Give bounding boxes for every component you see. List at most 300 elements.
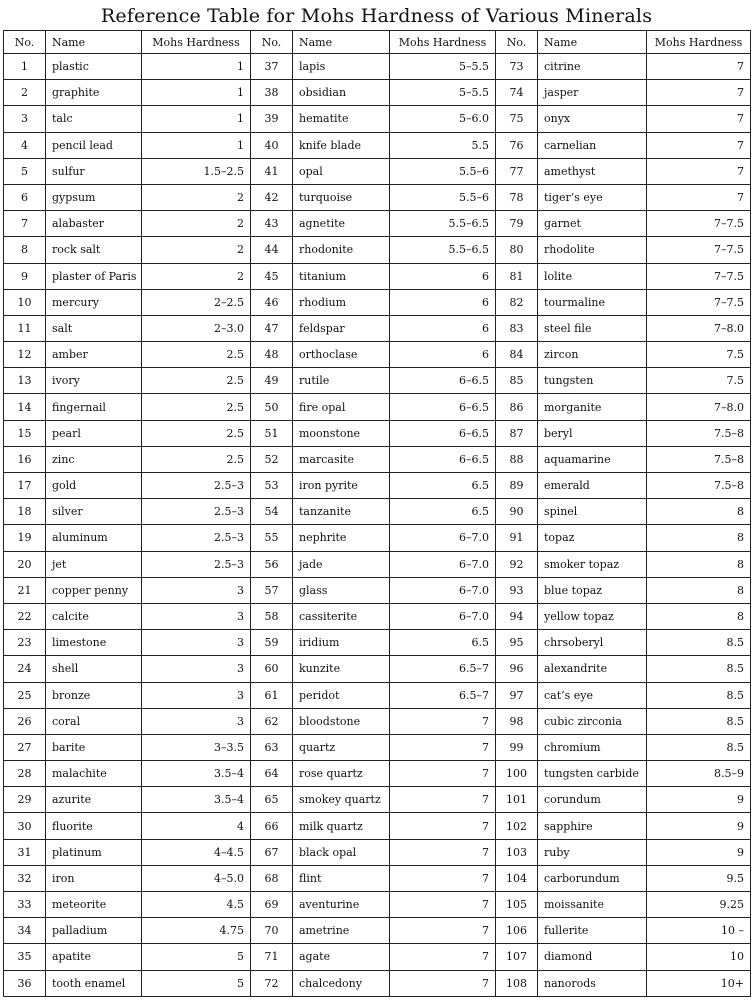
mineral-number: 97	[496, 682, 538, 708]
mineral-hardness: 6–7.0	[390, 577, 496, 603]
mineral-number: 43	[251, 211, 293, 237]
mineral-number: 104	[496, 865, 538, 891]
mineral-number: 11	[4, 315, 46, 341]
mineral-number: 54	[251, 499, 293, 525]
mineral-number: 33	[4, 892, 46, 918]
mineral-name: jasper	[538, 80, 647, 106]
mineral-hardness: 8.5	[647, 630, 751, 656]
mineral-hardness: 7–7.5	[647, 237, 751, 263]
mineral-number: 51	[251, 420, 293, 446]
mineral-name: carnelian	[538, 132, 647, 158]
mineral-hardness: 3	[142, 577, 251, 603]
mineral-name: steel file	[538, 315, 647, 341]
mineral-number: 29	[4, 787, 46, 813]
mineral-number: 49	[251, 368, 293, 394]
mineral-number: 2	[4, 80, 46, 106]
mineral-name: amethyst	[538, 158, 647, 184]
header-no: No.	[496, 31, 538, 54]
mineral-hardness: 7	[390, 734, 496, 760]
mineral-name: palladium	[46, 918, 142, 944]
mineral-number: 72	[251, 970, 293, 996]
mineral-number: 57	[251, 577, 293, 603]
mineral-name: tiger’s eye	[538, 184, 647, 210]
mineral-number: 93	[496, 577, 538, 603]
table-row	[4, 420, 751, 446]
mineral-name: knife blade	[293, 132, 390, 158]
mineral-number: 74	[496, 80, 538, 106]
mineral-name: glass	[293, 577, 390, 603]
table-body	[4, 54, 751, 997]
mineral-name: carborundum	[538, 865, 647, 891]
mineral-name: topaz	[538, 525, 647, 551]
mineral-number: 7	[4, 211, 46, 237]
mineral-number: 64	[251, 761, 293, 787]
mineral-number: 6	[4, 184, 46, 210]
mineral-hardness: 7	[390, 761, 496, 787]
mineral-hardness: 9	[647, 787, 751, 813]
mineral-name: graphite	[46, 80, 142, 106]
header-name: Name	[538, 31, 647, 54]
mineral-name: kunzite	[293, 656, 390, 682]
mineral-hardness: 6.5	[390, 499, 496, 525]
mineral-number: 36	[4, 970, 46, 996]
mineral-name: marcasite	[293, 446, 390, 472]
mineral-name: feldspar	[293, 315, 390, 341]
mineral-hardness: 2	[142, 184, 251, 210]
table-row	[4, 682, 751, 708]
mineral-hardness: 6–6.5	[390, 420, 496, 446]
mineral-number: 56	[251, 551, 293, 577]
mineral-hardness: 6–7.0	[390, 551, 496, 577]
mineral-hardness: 7.5–8	[647, 420, 751, 446]
mineral-number: 87	[496, 420, 538, 446]
mineral-number: 78	[496, 184, 538, 210]
mineral-hardness: 3	[142, 656, 251, 682]
mineral-number: 65	[251, 787, 293, 813]
mineral-hardness: 2	[142, 237, 251, 263]
mineral-number: 73	[496, 54, 538, 80]
mineral-name: aquamarine	[538, 446, 647, 472]
table-row	[4, 839, 751, 865]
mineral-hardness: 8	[647, 577, 751, 603]
mineral-number: 98	[496, 708, 538, 734]
mineral-hardness: 7	[390, 970, 496, 996]
mineral-name: salt	[46, 315, 142, 341]
mineral-name: sapphire	[538, 813, 647, 839]
mineral-name: cat’s eye	[538, 682, 647, 708]
mineral-hardness: 7	[647, 80, 751, 106]
mineral-name: zircon	[538, 342, 647, 368]
mineral-name: shell	[46, 656, 142, 682]
mineral-number: 77	[496, 158, 538, 184]
mineral-name: rock salt	[46, 237, 142, 263]
mineral-hardness: 3.5–4	[142, 787, 251, 813]
mineral-name: barite	[46, 734, 142, 760]
table-row	[4, 368, 751, 394]
mineral-number: 10	[4, 289, 46, 315]
mineral-name: agate	[293, 944, 390, 970]
mineral-hardness: 5.5	[390, 132, 496, 158]
mineral-hardness: 6.5–7	[390, 656, 496, 682]
mineral-hardness: 8	[647, 525, 751, 551]
mineral-hardness: 3–3.5	[142, 734, 251, 760]
header-name: Name	[46, 31, 142, 54]
mineral-name: rhodonite	[293, 237, 390, 263]
mineral-hardness: 8.5	[647, 656, 751, 682]
table-row	[4, 865, 751, 891]
mineral-hardness: 7	[647, 54, 751, 80]
table-row	[4, 315, 751, 341]
mineral-hardness: 10+	[647, 970, 751, 996]
mineral-name: alabaster	[46, 211, 142, 237]
mineral-hardness: 4.5	[142, 892, 251, 918]
mineral-name: amber	[46, 342, 142, 368]
mineral-number: 55	[251, 525, 293, 551]
mineral-name: yellow topaz	[538, 603, 647, 629]
mineral-name: orthoclase	[293, 342, 390, 368]
mineral-number: 62	[251, 708, 293, 734]
mineral-hardness: 2.5	[142, 420, 251, 446]
mineral-name: chrsoberyl	[538, 630, 647, 656]
table-row	[4, 132, 751, 158]
mineral-number: 75	[496, 106, 538, 132]
table-row	[4, 211, 751, 237]
mineral-name: iron pyrite	[293, 473, 390, 499]
mineral-number: 53	[251, 473, 293, 499]
table-row	[4, 80, 751, 106]
mineral-number: 20	[4, 551, 46, 577]
header-row	[4, 31, 751, 54]
mineral-hardness: 2.5–3	[142, 551, 251, 577]
mineral-hardness: 7	[647, 106, 751, 132]
table-row	[4, 263, 751, 289]
mineral-number: 8	[4, 237, 46, 263]
mineral-number: 61	[251, 682, 293, 708]
mineral-number: 107	[496, 944, 538, 970]
mineral-name: fullerite	[538, 918, 647, 944]
mineral-number: 88	[496, 446, 538, 472]
mineral-name: obsidian	[293, 80, 390, 106]
mineral-name: lapis	[293, 54, 390, 80]
mineral-number: 31	[4, 839, 46, 865]
mineral-number: 84	[496, 342, 538, 368]
mineral-hardness: 6	[390, 315, 496, 341]
mineral-number: 16	[4, 446, 46, 472]
mineral-number: 14	[4, 394, 46, 420]
mineral-hardness: 3	[142, 630, 251, 656]
mineral-hardness: 2.5–3	[142, 499, 251, 525]
mineral-hardness: 4	[142, 813, 251, 839]
mineral-hardness: 7	[390, 865, 496, 891]
mineral-hardness: 2.5	[142, 446, 251, 472]
mineral-number: 47	[251, 315, 293, 341]
mineral-hardness: 7	[647, 184, 751, 210]
mineral-number: 89	[496, 473, 538, 499]
table-row	[4, 184, 751, 210]
mineral-number: 80	[496, 237, 538, 263]
mineral-name: aluminum	[46, 525, 142, 551]
table-row	[4, 237, 751, 263]
mineral-hardness: 5.5–6.5	[390, 237, 496, 263]
mineral-hardness: 7–8.0	[647, 394, 751, 420]
mineral-number: 63	[251, 734, 293, 760]
mineral-number: 100	[496, 761, 538, 787]
mineral-number: 9	[4, 263, 46, 289]
mineral-number: 38	[251, 80, 293, 106]
mohs-hardness-table	[3, 30, 751, 997]
mineral-number: 106	[496, 918, 538, 944]
mineral-hardness: 5.5–6.5	[390, 211, 496, 237]
mineral-number: 5	[4, 158, 46, 184]
mineral-name: nanorods	[538, 970, 647, 996]
table-row	[4, 473, 751, 499]
mineral-number: 102	[496, 813, 538, 839]
table-row	[4, 289, 751, 315]
mineral-name: tanzanite	[293, 499, 390, 525]
mineral-name: morganite	[538, 394, 647, 420]
mineral-number: 82	[496, 289, 538, 315]
mineral-number: 1	[4, 54, 46, 80]
mineral-hardness: 7–7.5	[647, 263, 751, 289]
page-title: Reference Table for Mohs Hardness of Various Minerals	[100, 5, 653, 27]
mineral-hardness: 6.5	[390, 473, 496, 499]
mineral-number: 17	[4, 473, 46, 499]
mineral-name: talc	[46, 106, 142, 132]
table-row	[4, 944, 751, 970]
mineral-hardness: 7.5	[647, 368, 751, 394]
mineral-name: fingernail	[46, 394, 142, 420]
mineral-number: 79	[496, 211, 538, 237]
mineral-number: 94	[496, 603, 538, 629]
table-row	[4, 499, 751, 525]
mineral-name: lolite	[538, 263, 647, 289]
table-row	[4, 603, 751, 629]
mineral-number: 4	[4, 132, 46, 158]
table-row	[4, 970, 751, 996]
mineral-hardness: 2.5	[142, 394, 251, 420]
mineral-name: flint	[293, 865, 390, 891]
mineral-number: 27	[4, 734, 46, 760]
mineral-hardness: 7–8.0	[647, 315, 751, 341]
mineral-hardness: 7	[647, 158, 751, 184]
mineral-name: moissanite	[538, 892, 647, 918]
mineral-number: 3	[4, 106, 46, 132]
mineral-name: ivory	[46, 368, 142, 394]
mineral-name: fluorite	[46, 813, 142, 839]
mineral-name: onyx	[538, 106, 647, 132]
table-row	[4, 394, 751, 420]
mineral-name: corundum	[538, 787, 647, 813]
mineral-hardness: 7–7.5	[647, 211, 751, 237]
mineral-hardness: 7	[390, 839, 496, 865]
mineral-name: coral	[46, 708, 142, 734]
header-name: Name	[293, 31, 390, 54]
mineral-hardness: 5.5–6	[390, 158, 496, 184]
mineral-number: 70	[251, 918, 293, 944]
mineral-number: 32	[4, 865, 46, 891]
mineral-hardness: 1	[142, 132, 251, 158]
mineral-name: titanium	[293, 263, 390, 289]
table-row	[4, 892, 751, 918]
mineral-hardness: 7	[390, 708, 496, 734]
mineral-name: hematite	[293, 106, 390, 132]
mineral-hardness: 2.5–3	[142, 473, 251, 499]
mineral-hardness: 9.25	[647, 892, 751, 918]
mineral-hardness: 8	[647, 551, 751, 577]
mineral-name: zinc	[46, 446, 142, 472]
mineral-hardness: 6–6.5	[390, 446, 496, 472]
mineral-hardness: 4–4.5	[142, 839, 251, 865]
mineral-name: garnet	[538, 211, 647, 237]
mineral-number: 91	[496, 525, 538, 551]
mineral-name: plastic	[46, 54, 142, 80]
header-no: No.	[251, 31, 293, 54]
mineral-hardness: 7	[390, 787, 496, 813]
mineral-name: milk quartz	[293, 813, 390, 839]
mineral-number: 41	[251, 158, 293, 184]
mineral-hardness: 10	[647, 944, 751, 970]
mineral-name: limestone	[46, 630, 142, 656]
mineral-hardness: 5–5.5	[390, 54, 496, 80]
mineral-number: 34	[4, 918, 46, 944]
mineral-name: diamond	[538, 944, 647, 970]
mineral-name: calcite	[46, 603, 142, 629]
mineral-hardness: 1	[142, 54, 251, 80]
mineral-hardness: 9	[647, 839, 751, 865]
mineral-number: 28	[4, 761, 46, 787]
header-hardness: Mohs Hardness	[142, 31, 251, 54]
mineral-hardness: 6–6.5	[390, 368, 496, 394]
table-row	[4, 525, 751, 551]
mineral-name: sulfur	[46, 158, 142, 184]
mineral-number: 18	[4, 499, 46, 525]
mineral-number: 21	[4, 577, 46, 603]
mineral-hardness: 7	[647, 132, 751, 158]
mineral-hardness: 8.5	[647, 682, 751, 708]
mineral-number: 96	[496, 656, 538, 682]
mineral-number: 92	[496, 551, 538, 577]
mineral-name: silver	[46, 499, 142, 525]
mineral-name: citrine	[538, 54, 647, 80]
mineral-hardness: 4.75	[142, 918, 251, 944]
mineral-number: 68	[251, 865, 293, 891]
mineral-name: agnetite	[293, 211, 390, 237]
mineral-hardness: 5	[142, 970, 251, 996]
mineral-hardness: 2–2.5	[142, 289, 251, 315]
mineral-name: emerald	[538, 473, 647, 499]
mineral-name: iridium	[293, 630, 390, 656]
mineral-name: azurite	[46, 787, 142, 813]
mineral-number: 59	[251, 630, 293, 656]
mineral-number: 42	[251, 184, 293, 210]
mineral-number: 13	[4, 368, 46, 394]
mineral-hardness: 3	[142, 603, 251, 629]
mineral-number: 40	[251, 132, 293, 158]
mineral-number: 86	[496, 394, 538, 420]
mineral-number: 60	[251, 656, 293, 682]
mineral-number: 103	[496, 839, 538, 865]
table-row	[4, 342, 751, 368]
mineral-hardness: 9	[647, 813, 751, 839]
mineral-hardness: 3	[142, 708, 251, 734]
mineral-hardness: 8	[647, 499, 751, 525]
mineral-hardness: 7.5	[647, 342, 751, 368]
mineral-hardness: 3.5–4	[142, 761, 251, 787]
header-hardness: Mohs Hardness	[647, 31, 751, 54]
mineral-name: ametrine	[293, 918, 390, 944]
mineral-number: 69	[251, 892, 293, 918]
mineral-name: pencil lead	[46, 132, 142, 158]
mineral-hardness: 6–7.0	[390, 525, 496, 551]
mineral-name: chromium	[538, 734, 647, 760]
mineral-hardness: 8.5–9	[647, 761, 751, 787]
mineral-name: black opal	[293, 839, 390, 865]
mineral-hardness: 5	[142, 944, 251, 970]
mineral-name: rhodolite	[538, 237, 647, 263]
mineral-name: pearl	[46, 420, 142, 446]
table-row	[4, 630, 751, 656]
table-row	[4, 54, 751, 80]
mineral-number: 95	[496, 630, 538, 656]
mineral-hardness: 6–6.5	[390, 394, 496, 420]
table-row	[4, 813, 751, 839]
mineral-hardness: 9.5	[647, 865, 751, 891]
mineral-number: 108	[496, 970, 538, 996]
mineral-number: 30	[4, 813, 46, 839]
mineral-name: beryl	[538, 420, 647, 446]
mineral-hardness: 6–7.0	[390, 603, 496, 629]
mineral-number: 76	[496, 132, 538, 158]
mineral-number: 83	[496, 315, 538, 341]
mineral-hardness: 7	[390, 918, 496, 944]
mineral-number: 46	[251, 289, 293, 315]
mineral-hardness: 3	[142, 682, 251, 708]
mineral-name: bronze	[46, 682, 142, 708]
mineral-number: 48	[251, 342, 293, 368]
mineral-number: 101	[496, 787, 538, 813]
mineral-name: alexandrite	[538, 656, 647, 682]
mineral-hardness: 2	[142, 263, 251, 289]
mineral-hardness: 8.5	[647, 708, 751, 734]
mineral-hardness: 5–6.0	[390, 106, 496, 132]
mineral-name: jade	[293, 551, 390, 577]
mineral-name: chalcedony	[293, 970, 390, 996]
mineral-name: tungsten	[538, 368, 647, 394]
mineral-hardness: 2.5	[142, 342, 251, 368]
mineral-name: bloodstone	[293, 708, 390, 734]
mineral-number: 66	[251, 813, 293, 839]
mineral-number: 26	[4, 708, 46, 734]
mineral-name: meteorite	[46, 892, 142, 918]
mineral-number: 67	[251, 839, 293, 865]
header-hardness: Mohs Hardness	[390, 31, 496, 54]
mineral-number: 39	[251, 106, 293, 132]
mineral-name: tooth enamel	[46, 970, 142, 996]
mineral-hardness: 1	[142, 106, 251, 132]
mineral-name: moonstone	[293, 420, 390, 446]
mineral-hardness: 6.5	[390, 630, 496, 656]
mineral-hardness: 5.5–6	[390, 184, 496, 210]
table-row	[4, 551, 751, 577]
mineral-hardness: 6.5–7	[390, 682, 496, 708]
table-row	[4, 708, 751, 734]
mineral-name: rose quartz	[293, 761, 390, 787]
mineral-name: mercury	[46, 289, 142, 315]
mineral-name: gypsum	[46, 184, 142, 210]
mineral-name: turquoise	[293, 184, 390, 210]
mineral-hardness: 6	[390, 342, 496, 368]
mineral-name: cassiterite	[293, 603, 390, 629]
